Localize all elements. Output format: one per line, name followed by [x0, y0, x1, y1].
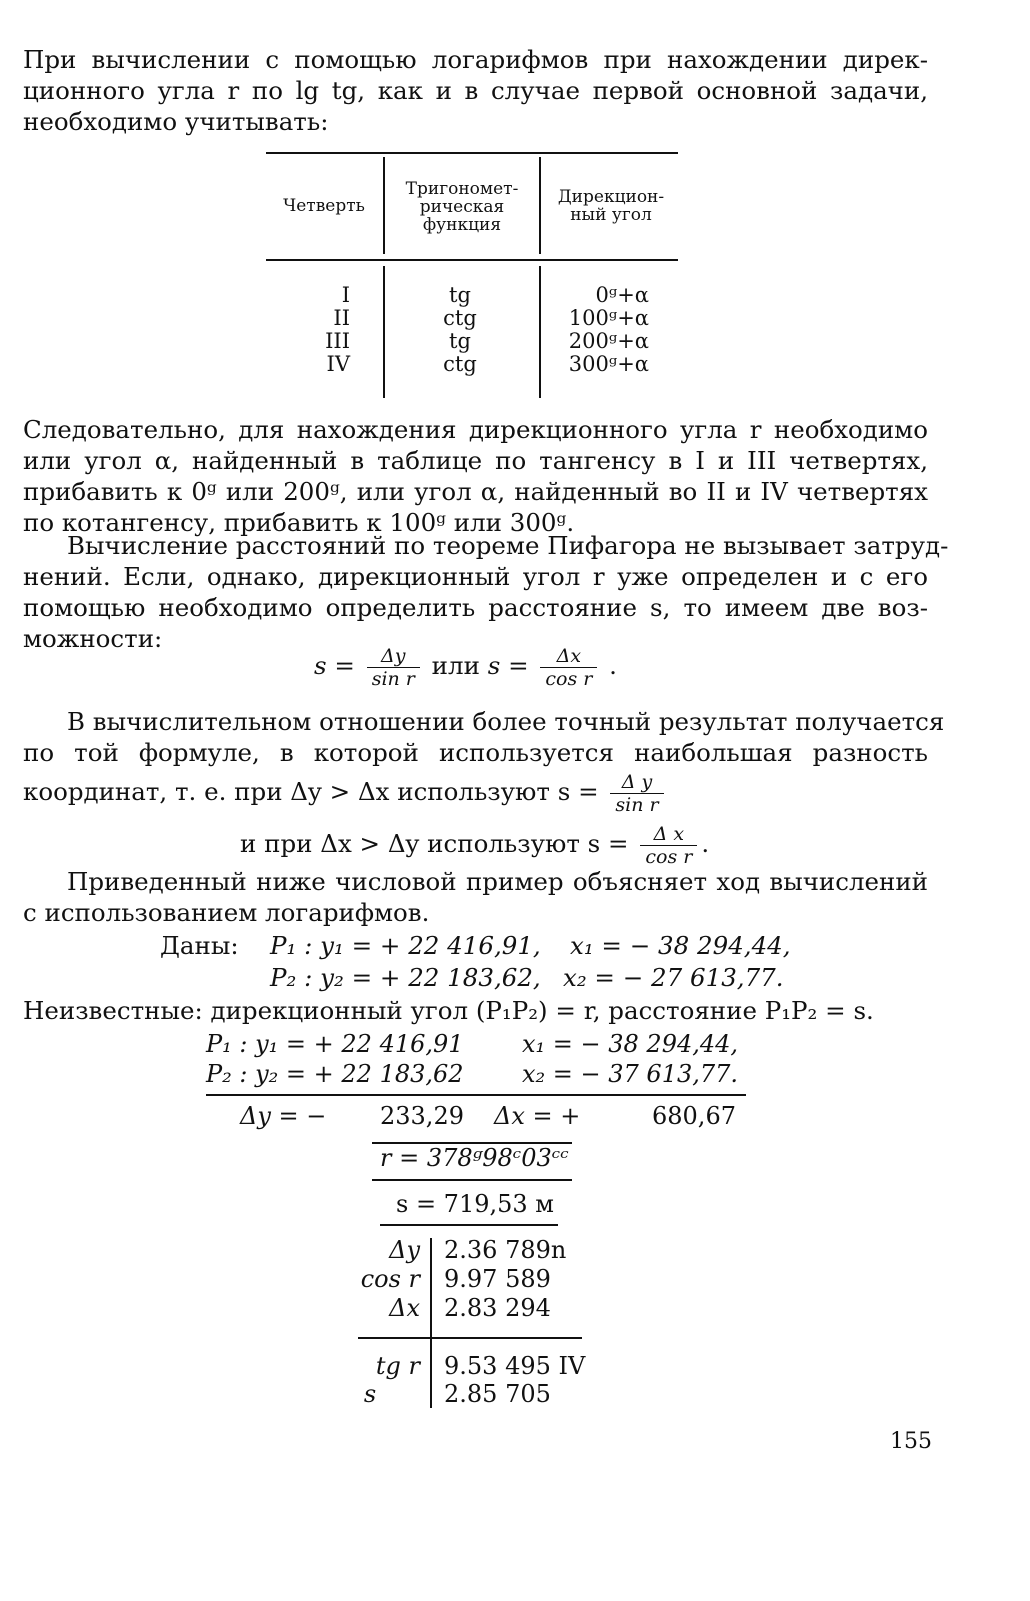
table-col-quarter	[268, 284, 350, 376]
numerator: Δx	[540, 646, 597, 668]
table-cell: I	[341, 283, 350, 307]
table-top-rule	[266, 152, 678, 154]
table-header-angle	[544, 188, 678, 224]
text-line: прибавить к 0ᵍ или 200ᵍ, или угол α, найденный во II и IV четвертях	[23, 477, 928, 506]
result-rule	[372, 1179, 572, 1181]
fraction	[610, 772, 663, 815]
formula-end: .	[609, 651, 617, 680]
calc-p1: P₁ : y₁ = + 22 416,91	[206, 1030, 464, 1058]
table-header-quarter: Четверть	[283, 196, 365, 216]
log-table-vline	[430, 1238, 432, 1408]
table-cell: 100ᵍ+α	[568, 306, 649, 330]
header-line: ный угол	[570, 205, 652, 225]
text-line: Следовательно, для нахождения дирекционного угла r необходимо	[23, 415, 928, 444]
table-header-function	[388, 180, 536, 234]
text-line: нений. Если, однако, дирекционный угол r уже определен и с его	[23, 562, 928, 591]
sum-rule	[206, 1094, 746, 1096]
numerator: Δ y	[610, 772, 663, 794]
result-rule	[380, 1224, 558, 1226]
log-value: 2.83 294	[444, 1294, 551, 1322]
table-cell: IV	[326, 352, 350, 376]
paragraph-example	[23, 866, 928, 928]
text-line: При вычислении с помощью логарифмов при нахождении дирек-	[23, 45, 928, 74]
text-line: или угол α, найденный в таблице по тангенсу в I и III четвертях,	[23, 446, 928, 475]
table-vline	[383, 157, 385, 254]
text-line: Приведенный ниже числовой пример объясняет ход вычислений	[67, 867, 928, 896]
log-label: Δx	[389, 1294, 420, 1322]
text-line: ционного угла r по lg tg, как и в случае первой основной задачи,	[23, 76, 928, 105]
log-label: cos r	[360, 1265, 420, 1293]
denominator: sin r	[371, 668, 415, 690]
log-label: s	[363, 1380, 377, 1408]
header-line: функция	[422, 215, 502, 235]
log-label: tg r	[375, 1352, 420, 1380]
denominator: cos r	[645, 846, 693, 868]
paragraph-accuracy	[23, 706, 945, 768]
table-cell: 0ᵍ+α	[595, 283, 649, 307]
table-cell: tg	[449, 329, 471, 353]
calc-dy-label: Δy = −	[240, 1102, 327, 1130]
paragraph-quadrants	[23, 414, 928, 538]
fraction	[540, 646, 597, 689]
calc-dx-label: Δx = +	[494, 1102, 581, 1130]
calc-x1: x₁ = − 38 294,44,	[522, 1030, 739, 1058]
fraction	[640, 824, 697, 867]
formula-lhs: s =	[487, 651, 529, 680]
table-vline	[539, 157, 541, 254]
table-cell: tg	[449, 283, 471, 307]
page-number: 155	[890, 1429, 932, 1454]
numerator: Δ x	[640, 824, 697, 846]
table-vline	[539, 266, 541, 398]
log-value: 9.97 589	[444, 1265, 551, 1293]
table-col-angle	[545, 284, 649, 376]
numerator: Δy	[367, 646, 420, 668]
calc-dx-value: 680,67	[652, 1102, 736, 1130]
given-p2: P₂ : y₂ = + 22 183,62,	[270, 963, 541, 992]
calc-r-result: r = 378ᵍ98ᶜ03ᶜᶜ	[380, 1144, 569, 1172]
text-line-formula	[240, 824, 709, 867]
text-line: необходимо учитывать:	[23, 107, 329, 136]
text-line: Вычисление расстояний по теореме Пифагора не вызывает затруд-	[67, 531, 949, 560]
log-value: 9.53 495 IV	[444, 1352, 586, 1380]
table-col-function	[400, 284, 520, 376]
text-span: и при Δx > Δy используют s =	[240, 829, 629, 858]
text-line-formula	[23, 772, 668, 815]
table-cell: ctg	[443, 306, 477, 330]
text-line: можности:	[23, 624, 163, 653]
calc-x2: x₂ = − 37 613,77.	[522, 1060, 739, 1088]
table-header-rule	[266, 259, 678, 261]
header-line: рическая	[419, 197, 505, 217]
calc-s-result: s = 719,53 м	[396, 1190, 554, 1218]
calc-dy-value: 233,29	[380, 1102, 464, 1130]
table-cell: 300ᵍ+α	[568, 352, 649, 376]
given-label: Даны:	[160, 931, 239, 960]
log-value: 2.36 789n	[444, 1236, 567, 1264]
table-cell: II	[333, 306, 350, 330]
denominator: sin r	[615, 794, 659, 816]
text-span: координат, т. е. при Δy > Δx используют s =	[23, 777, 599, 806]
table-cell: 200ᵍ+α	[568, 329, 649, 353]
header-line: Дирекцион-	[557, 187, 665, 207]
fraction	[367, 646, 420, 689]
formula-word: или	[431, 651, 480, 680]
text-line: с использованием логарифмов.	[23, 898, 430, 927]
header-line: Тригономет-	[405, 179, 519, 199]
calc-p2: P₂ : y₂ = + 22 183,62	[206, 1060, 464, 1088]
given-x1: x₁ = − 38 294,44,	[570, 931, 791, 960]
given-p1: P₁ : y₁ = + 22 416,91,	[270, 931, 541, 960]
text-span: .	[701, 829, 710, 858]
text-line: В вычислительном отношении более точный результат получается	[67, 707, 945, 736]
intro-paragraph	[23, 44, 928, 137]
text-line: по котангенсу, прибавить к 100ᵍ или 300ᵍ.	[23, 508, 575, 537]
denominator: cos r	[545, 668, 593, 690]
log-value: 2.85 705	[444, 1380, 551, 1408]
log-label: Δy	[389, 1236, 420, 1264]
table-cell: III	[325, 329, 350, 353]
formula-lhs: s =	[314, 651, 355, 680]
text-line: помощью необходимо определить расстояние s, то имеем две воз-	[23, 593, 928, 622]
table-vline	[383, 266, 385, 398]
log-table-hline	[358, 1337, 582, 1339]
table-cell: ctg	[443, 352, 477, 376]
text-line: по той формуле, в которой используется наибольшая разность	[23, 738, 928, 767]
unknowns-line: Неизвестные: дирекционный угол (P₁P₂) = r, расстояние P₁P₂ = s.	[23, 996, 874, 1025]
given-x2: x₂ = − 27 613,77.	[563, 963, 784, 992]
paragraph-distances	[23, 530, 949, 654]
formula-distance	[314, 646, 617, 689]
